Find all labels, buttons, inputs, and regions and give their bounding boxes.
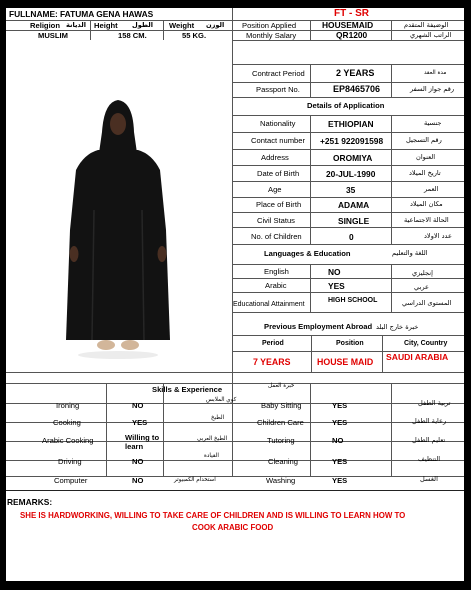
position-applied-value: HOUSEMAID	[322, 20, 374, 30]
language-value: YES	[328, 281, 345, 291]
language-label: English	[264, 267, 289, 276]
height-label-ar: الطول	[132, 21, 154, 29]
skill-value: NO	[132, 401, 144, 410]
skill-value: YES	[332, 418, 348, 427]
position-applied-label: Position Applied	[242, 21, 297, 30]
detail-label: Contact number	[251, 136, 306, 145]
detail-label-ar: العنوان	[416, 153, 436, 161]
remarks-line-2: COOK ARABIC FOOD	[192, 523, 274, 532]
employment-title: Previous Employment Abroad	[264, 322, 373, 331]
religion-label-ar: الديانة	[66, 21, 86, 29]
languages-title-ar: اللغة والتعليم	[392, 249, 428, 257]
detail-value: 0	[349, 232, 354, 242]
weight-value: 55 KG.	[182, 31, 207, 40]
monthly-salary-value: QR1200	[336, 30, 368, 40]
skill-value: NO	[132, 457, 144, 466]
weight-label: Weight	[169, 21, 195, 30]
detail-label: Date of Birth	[257, 169, 300, 178]
remarks-line-1: SHE IS HARDWORKING, WILLING TO TAKE CARE OF CHILDREN AND IS WILLING TO LEARN HOW TO	[20, 511, 406, 520]
position-applied-label-ar: الوضيفة المتقدم	[404, 21, 449, 29]
language-label-ar: إنجليزي	[412, 269, 433, 277]
contract-period-label-ar: مدة العقد	[424, 70, 447, 76]
position-header: Position	[336, 340, 364, 347]
skill-label: Washing	[266, 476, 296, 485]
skill-label: Tutoring	[267, 436, 295, 445]
detail-value: +251 922091598	[320, 136, 384, 146]
applicant-photo	[6, 40, 232, 370]
detail-label-ar: رقم التسجيل	[406, 136, 442, 144]
detail-value: SINGLE	[338, 216, 370, 226]
skill-label-ar: رعاية الطفل	[412, 417, 447, 425]
employment-title-ar: خبرة خارج البلد	[376, 323, 419, 331]
detail-label-ar: تاريخ الميلاد	[409, 169, 441, 177]
detail-value: 20-JUL-1990	[326, 169, 376, 179]
skill-value: YES	[332, 476, 348, 485]
skill-label: Computer	[54, 476, 88, 485]
city-country-header: City, Country	[404, 340, 448, 347]
language-label: Arabic	[265, 281, 287, 290]
remarks-label: REMARKS:	[7, 497, 53, 507]
skill-value: YES	[332, 401, 348, 410]
detail-label-ar: الحالة الاجتماعية	[404, 216, 449, 224]
detail-value: 35	[346, 185, 356, 195]
skill-label: Arabic Cooking	[42, 436, 94, 445]
skill-label-ar: استخدام الكمبيوتر	[174, 477, 216, 483]
skill-label-ar: الطبخ العربي	[197, 436, 228, 442]
skill-label-ar: الطبخ	[211, 415, 225, 421]
detail-label-ar: العمر	[424, 185, 439, 193]
employment-country: SAUDI ARABIA	[386, 352, 449, 362]
skill-value: NO	[132, 476, 144, 485]
detail-label: Address	[261, 153, 289, 162]
skill-label-ar: الغسل	[420, 475, 438, 483]
detail-label: Civil Status	[257, 216, 295, 225]
skill-value: NO	[332, 436, 344, 445]
skill-value: YES	[332, 457, 348, 466]
skill-label-ar: القيادة	[204, 453, 219, 459]
fullname-value: FATUMA GENA HAWAS	[60, 9, 154, 19]
detail-value: ADAMA	[338, 200, 370, 210]
contract-period-value: 2 YEARS	[336, 68, 375, 78]
skill-label-ar: التنظيف	[418, 455, 441, 463]
employment-period: 7 YEARS	[253, 357, 291, 367]
skill-label-ar: تربية الطفل	[418, 399, 451, 407]
weight-label-ar: الوزن	[206, 21, 225, 29]
language-label-ar: عربي	[414, 283, 429, 291]
detail-label: Nationality	[260, 119, 296, 128]
monthly-salary-label-ar: الراتب الشهري	[410, 31, 452, 39]
education-label: Educational Attainment	[233, 301, 305, 308]
reference-code: FT - SR	[334, 8, 369, 19]
detail-value: ETHIOPIAN	[328, 119, 374, 129]
detail-label-ar: عدد الاولاد	[424, 232, 452, 240]
education-label-ar: المستوى الدراسي	[402, 299, 452, 307]
passport-value: EP8465706	[333, 84, 381, 94]
detail-label: No. of Children	[251, 232, 302, 241]
cv-sheet	[6, 8, 464, 581]
skill-label: Ironing	[56, 401, 80, 410]
period-header: Period	[262, 340, 284, 347]
details-title: Details of Application	[307, 101, 385, 110]
contract-period-label: Contract Period	[252, 69, 305, 78]
religion-value: MUSLIM	[38, 31, 68, 40]
height-label: Height	[94, 21, 118, 30]
skill-label: Driving	[58, 457, 82, 466]
detail-label: Age	[268, 185, 282, 194]
skill-label-ar: تعليم الطفل	[412, 436, 446, 444]
fullname-label: FULLNAME:	[9, 9, 58, 19]
religion-label: Religion	[30, 21, 60, 30]
detail-value: OROMIYA	[333, 153, 373, 163]
detail-label-ar: جنسية	[424, 119, 442, 127]
education-value: HIGH SCHOOL	[328, 297, 378, 304]
skills-title: Skills & Experience	[152, 385, 223, 394]
skill-label: Cooking	[53, 418, 81, 427]
height-value: 158 CM.	[118, 31, 147, 40]
monthly-salary-label: Monthly Salary	[246, 31, 297, 40]
skills-title-ar: خبرة العمل	[268, 383, 295, 389]
skill-value: Willing to learn	[125, 433, 160, 451]
skill-label: Cleaning	[268, 457, 298, 466]
employment-position: HOUSE MAID	[317, 357, 374, 367]
skill-label: Baby Sitting	[261, 401, 302, 410]
skill-label: Children Care	[257, 418, 304, 427]
language-value: NO	[328, 267, 341, 277]
passport-label: Passport No.	[256, 85, 300, 94]
languages-title: Languages & Education	[264, 249, 351, 258]
passport-label-ar: رقم جواز السفر	[410, 85, 455, 93]
detail-label-ar: مكان الميلاد	[410, 200, 443, 208]
skill-value: YES	[132, 418, 148, 427]
detail-label: Place of Birth	[256, 200, 302, 209]
skill-label-ar: كوي الملابس	[206, 397, 237, 403]
